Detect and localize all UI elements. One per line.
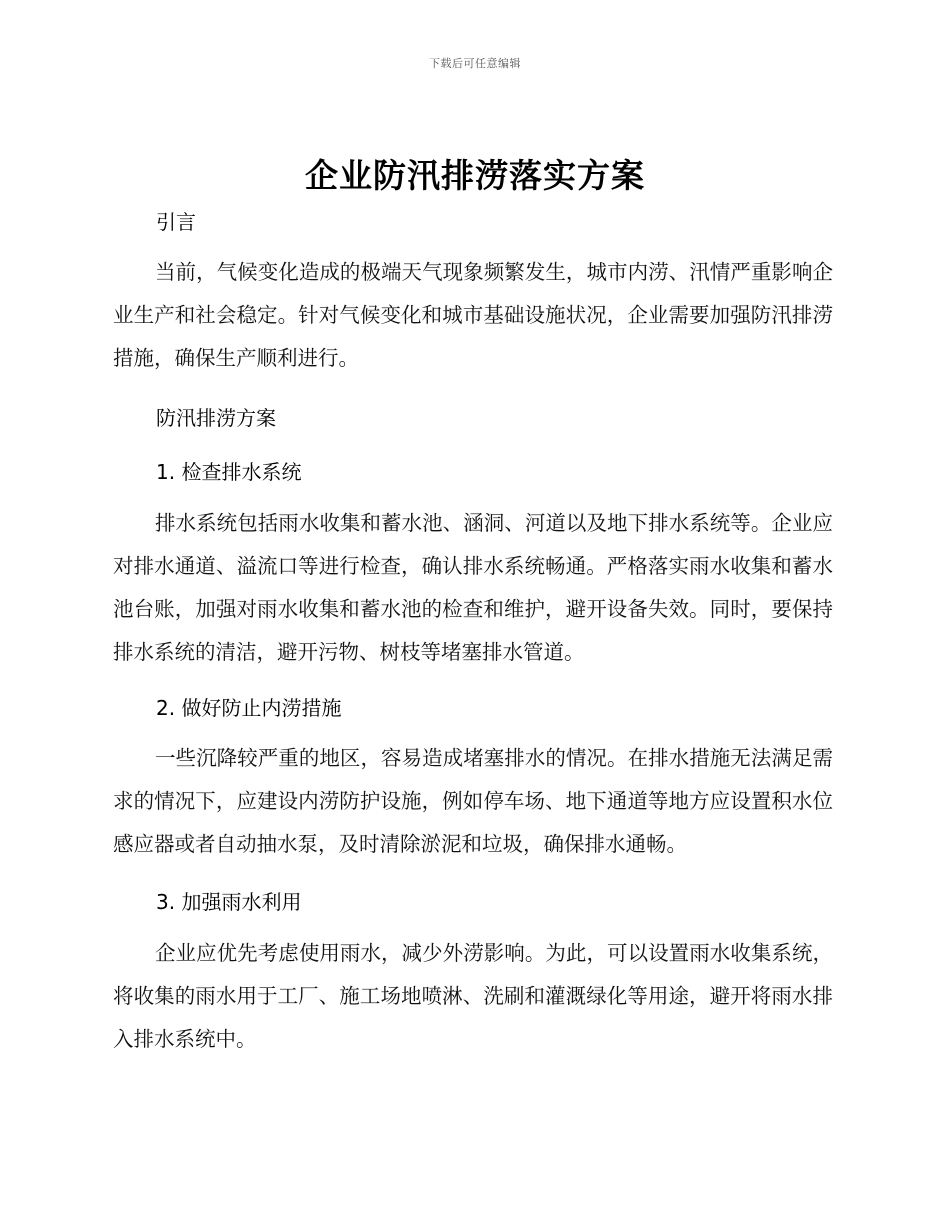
heading-section-1: 1. 检查排水系统	[156, 460, 302, 484]
heading-section-3: 3. 加强雨水利用	[156, 890, 302, 914]
document-title: 企业防汛排涝落实方案	[305, 156, 645, 195]
paragraph-intro: 当前，气候变化造成的极端天气现象频繁发生，城市内涝、汛情严重影响企业生产和社会稳定。针对气候变化和城市基础设施状况，企业需要加强防汛排涝措施，确保生产顺利进行。	[113, 260, 833, 370]
paragraph-section-1: 排水系统包括雨水收集和蓄水池、涵洞、河道以及地下排水系统等。企业应对排水通道、溢流口等进行检查，确认排水系统畅通。严格落实雨水收集和蓄水池台账，加强对雨水收集和蓄水池的检查和维护，避开设备失效。同时，要保持排水系统的清洁，避开污物、树枝等堵塞排水管道。	[113, 511, 833, 664]
paragraph-section-2: 一些沉降较严重的地区，容易造成堵塞排水的情况。在排水措施无法满足需求的情况下，应建设内涝防护设施，例如停车场、地下通道等地方应设置积水位感应器或者自动抽水泵，及时清除淤泥和垃圾，确保排水通畅。	[113, 746, 833, 856]
heading-section-2: 2. 做好防止内涝措施	[156, 696, 342, 720]
heading-intro: 引言	[156, 210, 196, 234]
paragraph-section-3: 企业应优先考虑使用雨水，减少外涝影响。为此，可以设置雨水收集系统，将收集的雨水用于工厂、施工场地喷淋、洗刷和灌溉绿化等用途，避开将雨水排入排水系统中。	[113, 941, 833, 1051]
heading-plan: 防汛排涝方案	[156, 406, 276, 430]
header-note: 下载后可任意编辑	[429, 57, 521, 70]
